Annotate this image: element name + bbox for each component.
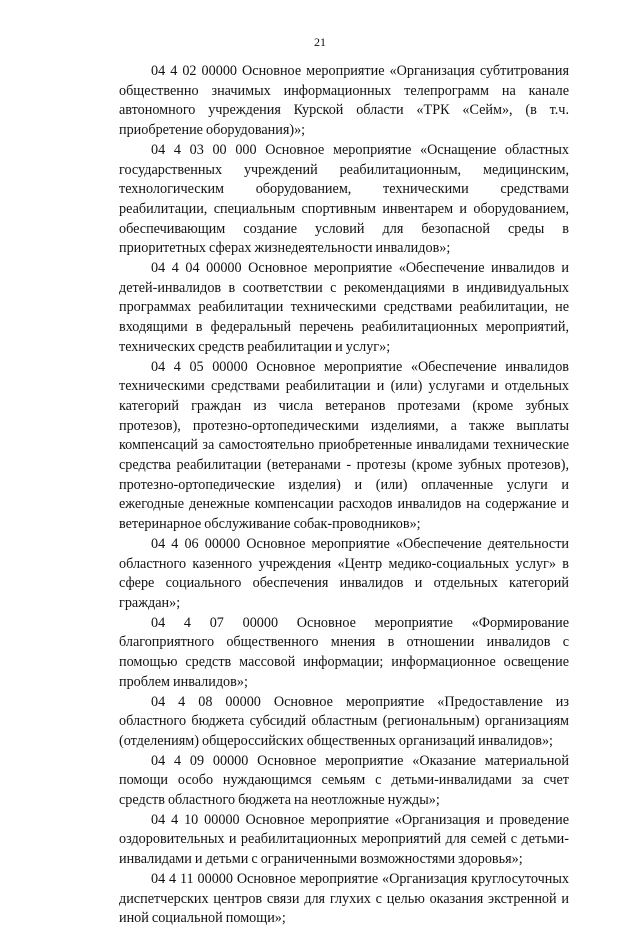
paragraph-04-4-08: 04 4 08 00000 Основное мероприятие «Предоставление из областного бюджета субсидий областным (региональным) организациям (отделениям) общероссийских общественных организаций инвалидов»; <box>119 693 569 749</box>
paragraph-04-4-11: 04 4 11 00000 Основное мероприятие «Организация круглосуточных диспетчерских центров связи для глухих с целью оказания экстренной и иной социальной помощи»; <box>119 870 569 927</box>
paragraph-04-4-02: 04 4 02 00000 Основное мероприятие «Организация субтитрования общественно значимых информационных телепрограмм на канале автономного учреждения Курской области «ТРК «Сейм», (в т.ч. приобретение оборудования)»; <box>119 63 569 139</box>
document-body <box>119 62 569 929</box>
paragraph-04-4-05: 04 4 05 00000 Основное мероприятие «Обеспечение инвалидов техническими средствами реабилитации и (или) услугами и отдельных категорий граждан из числа ветеранов протезами (кроме зубных протезов), протезно-ортопедическими изделиями, а также выплаты компенсаций за самостоятельно приобретенные инвалидами технические средства реабилитации (ветеранами - протезы (кроме зубных протезов), протезно-ортопедические изделия) и (или) оплаченные услуги и ежегодные денежные компенсации расходов инвалидов на содержание и ветеринарное обслуживание собак-проводников»; <box>119 358 569 533</box>
paragraph-04-4-04: 04 4 04 00000 Основное мероприятие «Обеспечение инвалидов и детей-инвалидов в соответствии с рекомендациями в индивидуальных программах реабилитации техническими средствами реабилитации, не входящими в федеральный перечень реабилитационных мероприятий, технических средств реабилитации и услуг»; <box>119 260 569 355</box>
paragraph-04-4-07: 04 4 07 00000 Основное мероприятие «Формирование благоприятного общественного мнения в отношении инвалидов с помощью средств массовой информации; информационное освещение проблем инвалидов»; <box>119 614 569 690</box>
paragraph-04-4-10: 04 4 10 00000 Основное мероприятие «Организация и проведение оздоровительных и реабилитационных мероприятий для семей с детьми-инвалидами и детьми с ограниченными возможностями здоровья»; <box>119 811 569 868</box>
page-number: 21 <box>314 35 326 49</box>
paragraph-04-4-09: 04 4 09 00000 Основное мероприятие «Оказание материальной помощи особо нуждающимся семьям с детьми-инвалидами за счет средств областного бюджета на неотложные нужды»; <box>119 752 569 809</box>
paragraph-04-4-06: 04 4 06 00000 Основное мероприятие «Обеспечение деятельности областного казенного учреждения «Центр медико-социальных услуг» в сфере социального обеспечения инвалидов и отдельных категорий граждан»; <box>119 535 569 611</box>
paragraph-04-4-03: 04 4 03 00 000 Основное мероприятие «Оснащение областных государственных учреждений реабилитационным, медицинским, технологическим оборудованием, техническими средствами реабилитации, специальным спортивным инвентарем и оборудованием, обеспечивающим создание условий для безопасной среды в приоритетных сферах жизнедеятельности инвалидов»; <box>119 141 569 257</box>
